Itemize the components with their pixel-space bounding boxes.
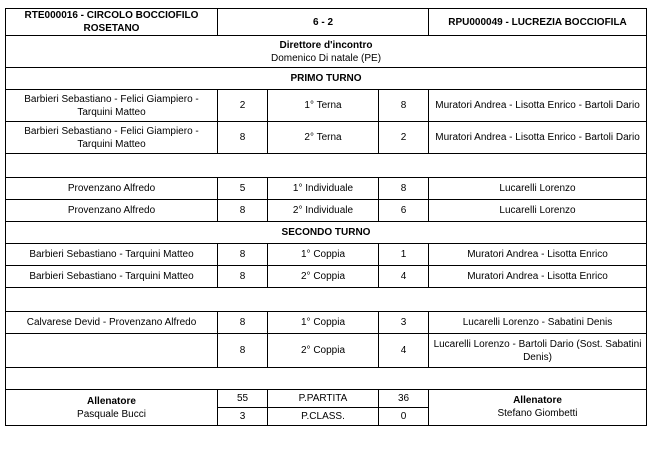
table-row [6,244,647,266]
away-coach-name: Stefano Giombetti [497,408,578,419]
home-players: Calvarese Devid - Provenzano Alfredo [6,312,218,334]
match-type: 1° Individuale [268,178,379,200]
away-players: Muratori Andrea - Lisotta Enrico [429,244,647,266]
home-score: 8 [218,200,268,222]
match-report-table [5,8,647,426]
match-type: 2° Coppia [268,266,379,288]
away-score: 4 [379,334,429,368]
table-row [6,266,647,288]
away-score: 8 [379,178,429,200]
home-coach-name: Pasquale Bucci [77,408,146,420]
table-row [6,178,647,200]
away-players: Lucarelli Lorenzo - Bartoli Dario (Sost. Sabatini Denis) [429,334,647,368]
secondo-turno-header [6,222,647,244]
table-row [6,90,647,122]
away-score: 6 [379,200,429,222]
home-score: 8 [218,312,268,334]
home-players: Barbieri Sebastiano - Tarquini Matteo [6,266,218,288]
match-type: 2° Terna [268,122,379,154]
primo-turno-title: PRIMO TURNO [6,68,647,90]
secondo-turno-title: SECONDO TURNO [6,222,647,244]
home-coach-cell [6,390,218,426]
away-score: 2 [379,122,429,154]
class-label: P.CLASS. [268,408,379,426]
spacer-row [6,288,647,312]
class-away-points: 0 [379,408,429,426]
primo-turno-header [6,68,647,90]
away-team-name: RPU000049 - LUCREZIA BOCCIOFILA [429,9,647,36]
away-players: Muratori Andrea - Lisotta Enrico - Bartoli Dario [429,122,647,154]
home-players: Provenzano Alfredo [6,178,218,200]
table-row [6,334,647,368]
home-players: Barbieri Sebastiano - Felici Giampiero - Tarquini Matteo [6,90,218,122]
away-players: Lucarelli Lorenzo [429,200,647,222]
home-score: 2 [218,90,268,122]
partita-away-points: 36 [379,390,429,408]
partita-home-points: 55 [218,390,268,408]
match-type: 1° Coppia [268,244,379,266]
home-score: 8 [218,266,268,288]
home-players: Barbieri Sebastiano - Felici Giampiero - Tarquini Matteo [6,122,218,154]
match-type: 2° Coppia [268,334,379,368]
director-row [6,36,647,68]
points-partita-row [6,390,647,408]
away-coach-label: Allenatore [513,395,562,406]
partita-label: P.PARTITA [268,390,379,408]
match-type: 1° Coppia [268,312,379,334]
home-score: 8 [218,122,268,154]
home-score: 8 [218,334,268,368]
home-score: 5 [218,178,268,200]
away-score: 8 [379,90,429,122]
away-players: Lucarelli Lorenzo - Sabatini Denis [429,312,647,334]
class-home-points: 3 [218,408,268,426]
away-players: Muratori Andrea - Lisotta Enrico [429,266,647,288]
away-score: 1 [379,244,429,266]
match-type: 1° Terna [268,90,379,122]
home-players [6,334,218,368]
table-row [6,122,647,154]
spacer-row [6,368,647,390]
away-players: Muratori Andrea - Lisotta Enrico - Bartoli Dario [429,90,647,122]
away-players: Lucarelli Lorenzo [429,178,647,200]
header-row [6,9,647,36]
match-score: 6 - 2 [218,9,429,36]
director-name: Domenico Di natale (PE) [270,52,382,64]
home-players: Barbieri Sebastiano - Tarquini Matteo [6,244,218,266]
home-score: 8 [218,244,268,266]
home-team-name: RTE000016 - CIRCOLO BOCCIOFILO ROSETANO [6,9,218,36]
away-score: 4 [379,266,429,288]
table-row [6,200,647,222]
table-row [6,312,647,334]
home-players: Provenzano Alfredo [6,200,218,222]
home-coach-label: Allenatore [87,395,136,407]
away-score: 3 [379,312,429,334]
match-type: 2° Individuale [268,200,379,222]
spacer-row [6,154,647,178]
away-coach-cell [429,390,647,426]
director-title: Direttore d'incontro [279,39,373,51]
